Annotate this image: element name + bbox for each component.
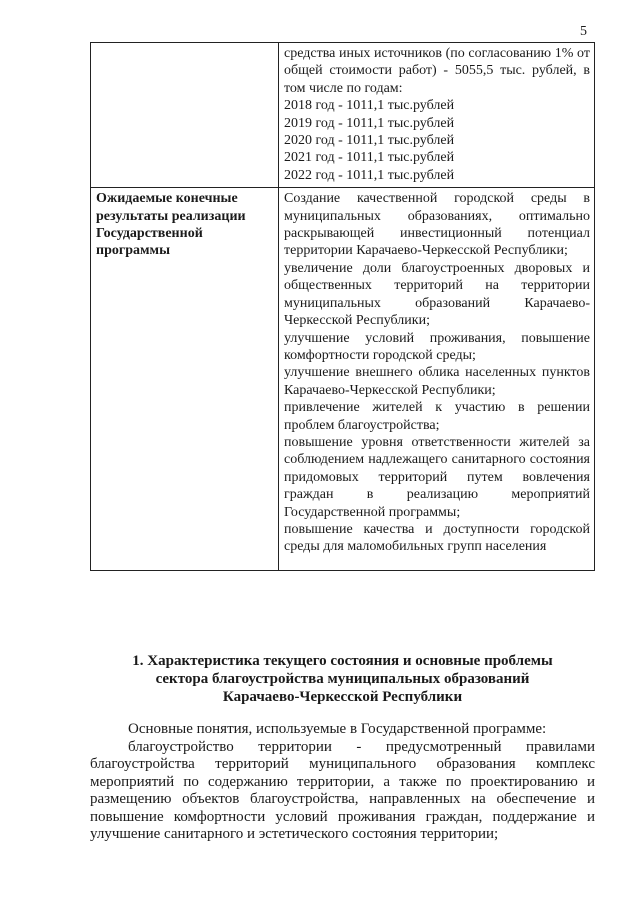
result-item: привлечение жителей к участию в решении проблем благоустройства;	[284, 400, 590, 433]
result-item: увеличение доли благоустроенных дворовых и общественных территорий на территории муниципальных образований Карачаево-Черкесской Республики;	[284, 260, 590, 329]
expected-results-cell	[279, 188, 595, 571]
section-heading-line: 1. Характеристика текущего состояния и основные проблемы	[132, 653, 553, 669]
section-heading-line: сектора благоустройства муниципальных образований	[155, 671, 530, 687]
result-item: улучшение условий проживания, повышение комфортности городской среды;	[284, 330, 590, 363]
row-label	[91, 43, 279, 188]
table-row	[91, 188, 595, 571]
table-row	[91, 43, 595, 188]
result-item: Создание качественной городской среды в муниципальных образованиях, оптимально раскрывающей инвестиционный потенциал территории Карачаево-Черкесской Республики;	[284, 191, 590, 259]
section-heading	[90, 652, 595, 706]
result-item: улучшение внешнего облика населенных пунктов Карачаево-Черкесской Республики;	[284, 365, 590, 398]
funding-year-2020: 2020 год - 1011,1 тыс.рублей	[284, 133, 455, 149]
result-item: повышение качества и доступности городской среды для маломобильных групп населения	[284, 521, 590, 555]
funding-cell	[279, 43, 595, 188]
funding-year-2022: 2022 год - 1011,1 тыс.рублей	[284, 167, 455, 183]
section-body	[90, 721, 595, 844]
funding-year-2019: 2019 год - 1011,1 тыс.рублей	[284, 115, 455, 131]
funding-intro: средства иных источников (по согласованию 1% от общей стоимости работ) - 5055,5 тыс. рублей, в том числе по годам:	[284, 46, 590, 96]
section-heading-line: Карачаево-Черкесской Республики	[222, 689, 463, 705]
program-passport-table	[90, 42, 595, 571]
body-paragraph: благоустройство территории - предусмотренный правилами благоустройства территорий муниципального образования комплекс мероприятий по содержанию территории, а также по проектированию и размещению объектов благоустройства, направленных на обеспечение и повышение комфортности условий проживания граждан, поддержание и улучшение санитарного и эстетического состояния территории;	[90, 738, 595, 842]
funding-year-2018: 2018 год - 1011,1 тыс.рублей	[284, 98, 455, 114]
funding-year-2021: 2021 год - 1011,1 тыс.рублей	[284, 150, 455, 166]
result-item: повышение уровня ответственности жителей за соблюдением надлежащего санитарного состояния придомовых территорий путем вовлечения граждан в реализацию мероприятий Государственной программы;	[284, 434, 590, 520]
body-paragraph: Основные понятия, используемые в Государственной программе:	[128, 721, 547, 737]
row-label: Ожидаемые конечные результаты реализации Государственной программы	[91, 188, 279, 571]
page-number: 5	[580, 24, 587, 39]
